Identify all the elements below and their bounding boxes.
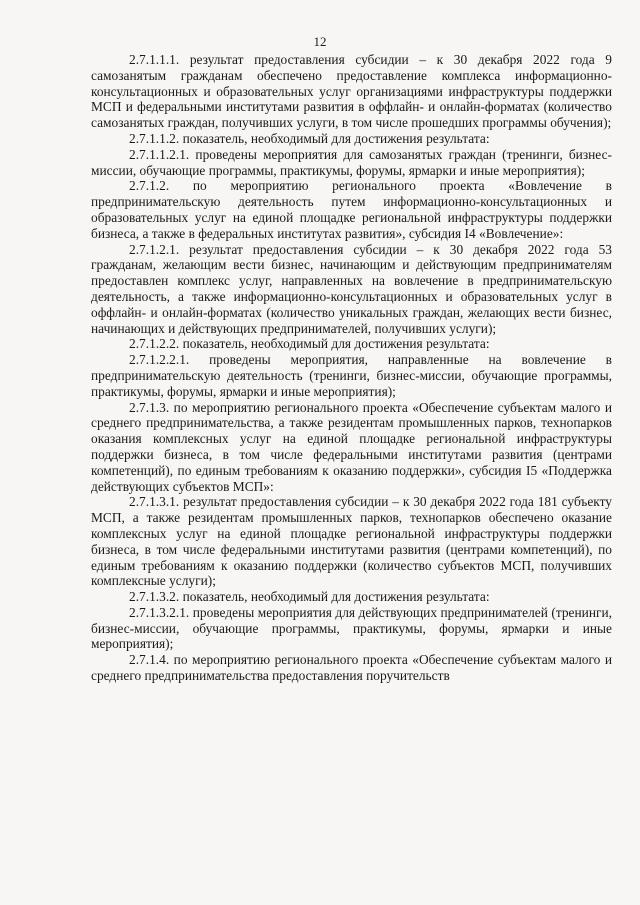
- paragraph: 2.7.1.2.2.1. проведены мероприятия, направленные на вовлечение в предпринимательскую деятельность (тренинги, бизнес-миссии, обучающие программы, практикумы, форумы, ярмарки и иные мероприятия);: [91, 352, 612, 399]
- paragraph: 2.7.1.4. по мероприятию регионального проекта «Обеспечение субъектам малого и среднего предпринимательства предоставления поручительств: [91, 652, 612, 684]
- paragraph: 2.7.1.1.2.1. проведены мероприятия для самозанятых граждан (тренинги, бизнес-миссии, обучающие программы, практикумы, форумы, ярмарки и иные мероприятия);: [91, 146, 612, 178]
- paragraph: 2.7.1.3. по мероприятию регионального проекта «Обеспечение субъектам малого и среднего предпринимательства, а также резидентам промышленных парков, технопарков оказания комплексных услуг на единой площадке региональной инфраструктуры поддержки бизнеса, в том числе федеральными институтами развития (центрами компетенций), по единым требованиям к оказанию поддержки», субсидия I5 «Поддержка действующих субъектов МСП»:: [91, 399, 612, 494]
- paragraph: 2.7.1.2. по мероприятию регионального проекта «Вовлечение в предпринимательскую деятельность путем информационно-консультационных и образовательных услуг на единой площадке региональной инфраструктуры поддержки бизнеса, а также в федеральных институтах развития», субсидия I4 «Вовлечение»:: [91, 178, 612, 241]
- document-body: [91, 52, 612, 684]
- paragraph: 2.7.1.1.1. результат предоставления субсидии – к 30 декабря 2022 года 9 самозанятым гражданам обеспечено предоставление комплекса информационно-консультационных и образовательных услуг организациями инфраструктуры поддержки МСП и федеральными институтами развития в оффлайн- и онлайн-форматах (количество самозанятых граждан, получивших услуги, в том числе прошедших программы обучения);: [91, 52, 612, 131]
- paragraph: 2.7.1.3.1. результат предоставления субсидии – к 30 декабря 2022 года 181 субъекту МСП, а также резидентам промышленных парков, технопарков обеспечено оказание комплексных услуг на единой площадке региональной инфраструктуры поддержки бизнеса, в том числе федеральными институтами развития (центрами компетенций), по единым требованиям к оказанию поддержки (количество субъектов МСП, получивших комплексные услуги);: [91, 494, 612, 589]
- paragraph: 2.7.1.3.2. показатель, необходимый для достижения результата:: [129, 589, 490, 605]
- paragraph: 2.7.1.1.2. показатель, необходимый для достижения результата:: [129, 130, 490, 146]
- paragraph: 2.7.1.2.2. показатель, необходимый для достижения результата:: [129, 336, 490, 352]
- page-number: 12: [313, 34, 327, 49]
- paragraph: 2.7.1.2.1. результат предоставления субсидии – к 30 декабря 2022 года 53 гражданам, желающим вести бизнес, начинающим и действующим предпринимателям предоставлен комплекс услуг, направленных на вовлечение в предпринимательскую деятельность, а также информационно-консультационных и образовательных услуг в оффлайн- и онлайн-форматах (количество уникальных граждан, желающих вести бизнес, начинающих и действующих предпринимателей, получивших услуги);: [91, 241, 612, 336]
- paragraph: 2.7.1.3.2.1. проведены мероприятия для действующих предпринимателей (тренинги, бизнес-миссии, обучающие программы, практикумы, форумы, ярмарки и иные мероприятия);: [91, 604, 612, 652]
